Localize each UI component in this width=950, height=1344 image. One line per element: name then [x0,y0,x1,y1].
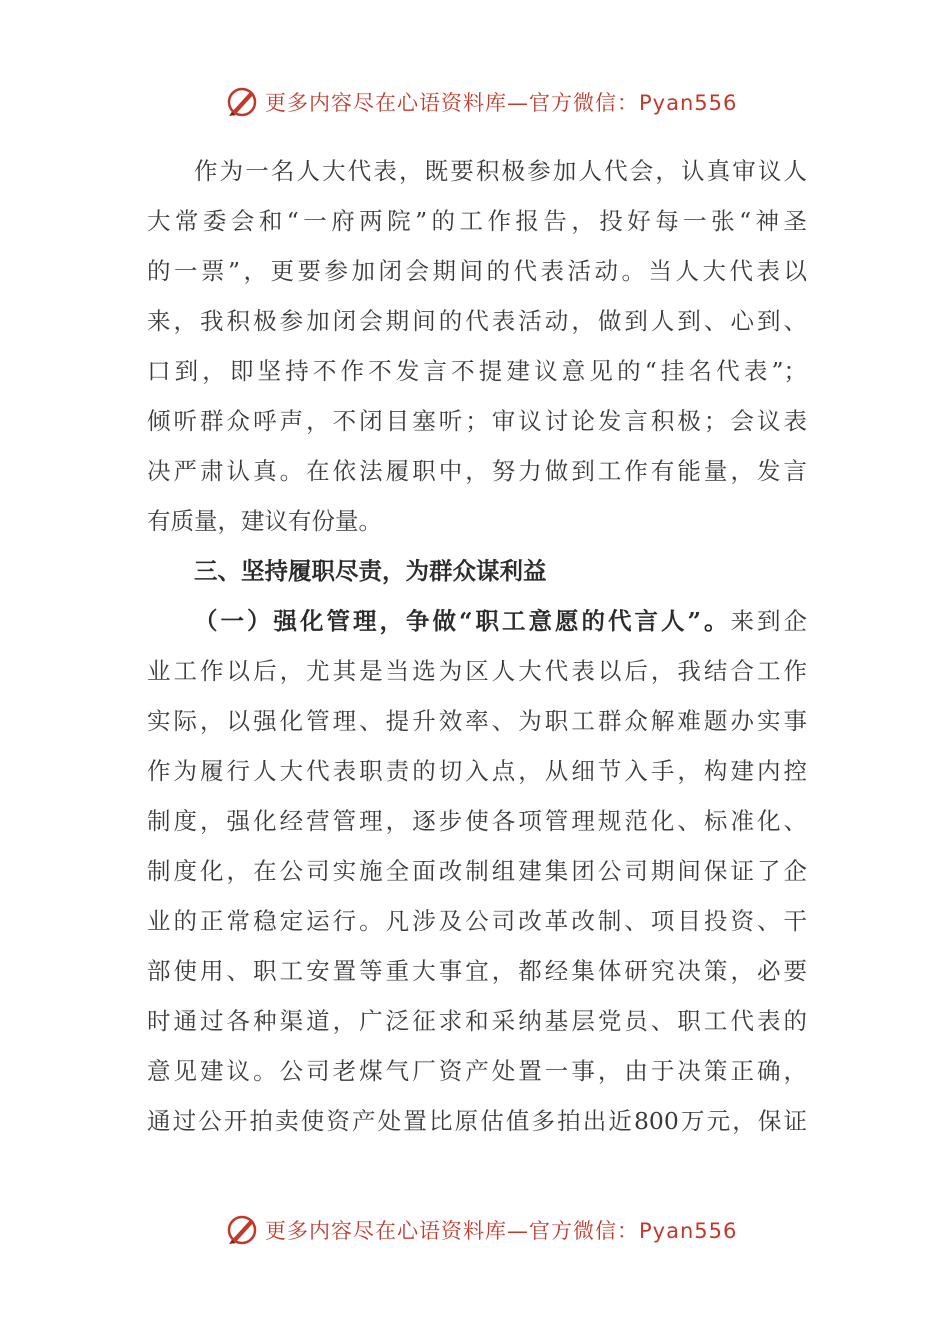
text-run: 来到企 [730,607,807,635]
document-body [147,146,807,1146]
paragraph [147,146,807,546]
text-line: 口到，即坚持不作不发言不提建议意见的“挂名代表”； [147,357,807,385]
footer-banner [0,1208,950,1252]
text-line: 有质量，建议有份量。 [147,507,382,535]
banner-text: 更多内容尽在心语资料库—官方微信：Pyan556 [265,91,738,115]
text-line: 的一票”，更要参加闭会期间的代表活动。当人大代表以 [147,257,807,285]
text-line: 来，我积极参加闭会期间的代表活动，做到人到、心到、 [147,307,807,335]
subsection-heading: （一）强化管理，争做“职工意愿的代言人”。 [194,607,731,635]
pen-logo-icon [225,1213,259,1247]
section-heading: 三、坚持履职尽责，为群众谋利益 [194,557,547,585]
banner-text: 更多内容尽在心语资料库—官方微信：Pyan556 [265,1219,738,1243]
text-line: 制度化，在公司实施全面改制组建集团公司期间保证了企 [147,857,807,885]
text-line: 业工作以后，尤其是当选为区人大代表以后，我结合工作 [147,657,807,685]
text-line: 通过公开拍卖使资产处置比原估值多拍出近800万元，保证 [147,1107,807,1135]
text-line: 作为履行人大代表职责的切入点，从细节入手，构建内控 [147,757,807,785]
text-line: 时通过各种渠道，广泛征求和采纳基层党员、职工代表的 [147,1007,807,1035]
text-line: 大常委会和“一府两院”的工作报告，投好每一张“神圣 [147,207,807,235]
text-line: 作为一名人大代表，既要积极参加人代会，认真审议人 [194,157,807,185]
text-line: 业的正常稳定运行。凡涉及公司改革改制、项目投资、干 [147,907,807,935]
text-line: 实际，以强化管理、提升效率、为职工群众解难题办实事 [147,707,807,735]
text-line: 意见建议。公司老煤气厂资产处置一事，由于决策正确， [147,1057,807,1085]
pen-logo-icon [225,85,259,119]
text-line: 制度，强化经营管理，逐步使各项管理规范化、标准化、 [147,807,807,835]
text-line: 决严肃认真。在依法履职中，努力做到工作有能量，发言 [147,457,807,485]
text-line: 部使用、职工安置等重大事宜，都经集体研究决策，必要 [147,957,807,985]
header-banner [0,80,950,124]
text-line: 倾听群众呼声，不闭目塞听；审议讨论发言积极；会议表 [147,407,807,435]
paragraph [147,596,807,1146]
text-line [147,596,807,646]
